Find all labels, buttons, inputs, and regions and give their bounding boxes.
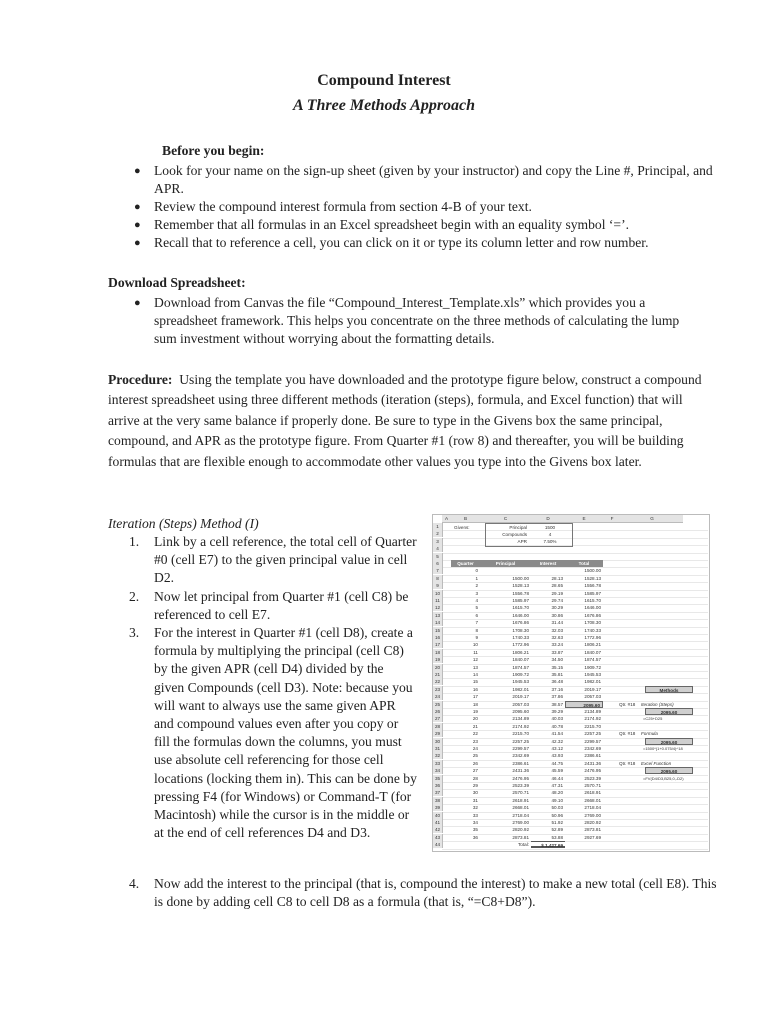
table-cell: 1982.01 (512, 686, 529, 692)
table-cell: 40.03 (551, 716, 563, 722)
table-cell: 1646.00 (512, 612, 529, 618)
row-header: 7 (433, 567, 443, 574)
table-cell: 1708.30 (512, 627, 529, 633)
table-cell (531, 567, 565, 574)
table-cell: 2386.61 (512, 760, 529, 766)
method-formula: =1500*(1+0.075/4)^18 (643, 746, 683, 751)
table-cell: 2618.91 (584, 790, 601, 796)
grid-line (442, 849, 708, 850)
row-header: 15 (433, 627, 443, 634)
table-cell: 36.48 (551, 679, 563, 685)
row-header: 8 (433, 575, 443, 582)
table-cell: 1982.01 (584, 679, 601, 685)
table-cell: 2570.71 (584, 783, 601, 788)
table-cell: 20 (472, 716, 478, 722)
table-cell: 2668.01 (512, 805, 529, 811)
table-cell: 24 (472, 746, 478, 751)
table-cell: 3 (475, 590, 478, 596)
table-cell: 2257.25 (512, 738, 529, 744)
table-cell: 37.86 (551, 694, 563, 700)
row-header: 24 (433, 693, 443, 700)
table-cell: 1500.00 (512, 575, 529, 581)
table-cell: 2618.91 (512, 797, 529, 803)
column-header: D (531, 515, 565, 523)
givens-param-value: 1500 (544, 524, 556, 530)
table-cell: 18 (472, 701, 478, 707)
table-cell: 2342.69 (584, 746, 601, 751)
table-cell: 1874.57 (584, 657, 601, 663)
table-cell: 1500.00 (584, 568, 601, 574)
table-cell: 2057.03 (584, 694, 601, 700)
table-cell: 34 (472, 820, 478, 825)
list-item (129, 875, 719, 911)
table-cell: 1740.33 (584, 627, 601, 633)
row-header: 17 (433, 641, 443, 648)
method-name: Formula (641, 731, 658, 737)
table-header: Total (565, 560, 603, 567)
table-cell: 1528.13 (512, 583, 529, 589)
row-header: 43 (433, 834, 443, 841)
row-header: 12 (433, 604, 443, 611)
procedure-label: Procedure: (108, 372, 173, 387)
row-header: 5 (433, 553, 443, 560)
row-header: 36 (433, 782, 443, 789)
table-cell: 1585.97 (584, 590, 601, 596)
table-cell: 1806.21 (584, 642, 601, 648)
table-cell: 1840.07 (512, 657, 529, 663)
row-header: 2 (433, 530, 443, 537)
givens-param-value: 7.50% (543, 539, 557, 545)
table-cell: 15 (472, 679, 478, 685)
table-cell: 2873.81 (584, 827, 601, 833)
row-header: 38 (433, 797, 443, 804)
table-cell: 35.15 (551, 664, 563, 670)
row-header: 28 (433, 723, 443, 730)
row-header: 41 (433, 819, 443, 826)
table-cell: 1556.78 (512, 590, 529, 596)
before-heading: Before you begin: (162, 143, 265, 158)
table-cell: 13 (472, 664, 478, 670)
row-header: 30 (433, 738, 443, 745)
table-cell: 1585.97 (512, 598, 529, 603)
row-header: 35 (433, 775, 443, 782)
table-cell: 11 (473, 649, 478, 655)
row-header: 31 (433, 745, 443, 752)
table-cell: 1676.86 (584, 612, 601, 618)
row-header: 34 (433, 767, 443, 774)
table-cell: 1772.96 (584, 635, 601, 640)
table-cell: 17 (472, 694, 478, 700)
table-cell: 2134.89 (584, 709, 601, 714)
table-cell: 1676.86 (512, 620, 529, 626)
table-cell: 2 (475, 583, 478, 589)
table-cell: 4 (475, 598, 478, 603)
row-header: 4 (433, 545, 443, 552)
table-cell: 37.16 (551, 686, 563, 692)
table-cell: 39.29 (551, 709, 563, 714)
table-cell: 2431.36 (512, 768, 529, 774)
table-cell: 30.86 (551, 612, 563, 618)
table-cell: 32 (472, 805, 478, 811)
table-cell: 1615.70 (512, 605, 529, 611)
table-cell: 28 (472, 775, 478, 781)
row-header: 29 (433, 730, 443, 737)
table-cell: 32.03 (551, 627, 563, 633)
table-cell: 2820.92 (512, 827, 529, 833)
iteration-heading: Iteration (Steps) Method (I) (108, 516, 259, 531)
method-name: Iteration (Steps) (641, 701, 674, 707)
before-list (134, 162, 714, 252)
table-cell: 1945.53 (512, 679, 529, 685)
table-cell: 29.74 (551, 598, 563, 603)
givens-param-label: APR (517, 539, 527, 545)
table-cell: 31 (472, 797, 478, 803)
grid-line (442, 538, 708, 539)
grid-line (442, 530, 708, 531)
table-cell: 2668.01 (584, 797, 601, 803)
table-cell: 1874.57 (512, 664, 529, 670)
row-header: 10 (433, 590, 443, 597)
grid-line (442, 553, 708, 554)
table-header: Quarter (451, 560, 480, 567)
row-header: 11 (433, 597, 443, 604)
row-header: 32 (433, 752, 443, 759)
method-qtr: Qtr. #18 (619, 760, 636, 766)
row-header: 21 (433, 671, 443, 678)
table-cell: 1556.78 (584, 583, 601, 589)
list-item: ● Download from Canvas the file “Compound_Interest_Template.xls” which provides you a spreadsheet framework. This helps you concentrate on the three methods of calculating the lump sum investment without worrying about the formatting details. (134, 294, 694, 348)
table-cell: 2476.95 (584, 768, 601, 774)
row-header: 9 (433, 582, 443, 589)
grid-line (442, 545, 708, 546)
table-cell: 1615.70 (584, 598, 601, 603)
table-cell: 22 (472, 731, 478, 737)
row-header: 6 (433, 560, 443, 567)
table-cell: 42.32 (551, 738, 563, 744)
table-cell: 2769.00 (512, 820, 529, 825)
column-header: B (451, 515, 480, 523)
step-number: 2. (129, 588, 140, 604)
page-subtitle: A Three Methods Approach (292, 97, 476, 114)
table-cell: 35 (472, 827, 478, 833)
table-cell: 33.87 (551, 649, 563, 655)
step-number: 1. (129, 534, 140, 549)
table-cell: 33 (472, 812, 478, 818)
table-cell: 19 (472, 709, 478, 714)
total-value: $ 1,427.69 (531, 841, 565, 848)
table-cell: 2718.04 (512, 812, 529, 818)
column-header: A (442, 515, 451, 523)
givens-param-value: 4 (548, 531, 552, 537)
table-cell: 43.93 (551, 753, 563, 759)
method-value: 2095.60 (645, 767, 693, 774)
table-cell: 30 (472, 790, 478, 796)
list-item: ● Remember that all formulas in an Excel spreadsheet begin with an equality symbol ‘=’. (134, 216, 714, 234)
list-item (129, 533, 417, 588)
table-cell: 2431.36 (584, 760, 601, 766)
table-cell: 1772.96 (512, 642, 529, 648)
table-cell: 2523.39 (584, 775, 601, 781)
table-cell: 2134.89 (512, 716, 529, 722)
table-cell: 2476.95 (512, 775, 529, 781)
list-item: ● Look for your name on the sign-up sheet (given by your instructor) and copy the Line #, Principal, and APR. (134, 162, 714, 198)
table-cell: 2215.70 (584, 723, 601, 729)
table-cell: 6 (475, 612, 478, 618)
table-cell: 30.29 (551, 605, 563, 611)
table-cell: 35.81 (551, 672, 563, 677)
method-formula: =FV(D4/D3,B25,0,-D2) (643, 775, 684, 781)
table-cell: 1740.33 (512, 635, 529, 640)
column-header: E (565, 515, 603, 523)
table-cell: 2769.00 (584, 812, 601, 818)
method-value: 2095.60 (645, 738, 693, 745)
row-header: 44 (433, 841, 443, 848)
step-text: Now add the interest to the principal (that is, compound the interest) to make a new total (cell E8). This is done by adding cell C8 to cell D8 as a formula (that is, “=C8+D8”). (154, 876, 717, 910)
method-name: Excel Function (641, 760, 672, 766)
table-cell (480, 567, 531, 574)
table-cell: 2386.61 (584, 753, 601, 759)
givens-param-label: Principal (509, 524, 527, 530)
table-cell: 14 (472, 672, 478, 677)
row-header: 27 (433, 715, 443, 722)
table-cell: 49.10 (551, 797, 563, 803)
row-header: 22 (433, 678, 443, 685)
table-cell: 33.24 (551, 642, 563, 648)
row-header: 39 (433, 804, 443, 811)
table-cell: 52.89 (551, 827, 563, 833)
table-cell: 47.31 (551, 783, 563, 788)
method-formula: =C25+D25 (643, 716, 663, 722)
table-cell: 1 (475, 575, 478, 581)
list-item: ● Recall that to reference a cell, you can click on it or type its column letter and row number. (134, 234, 714, 252)
table-cell: 1646.00 (584, 605, 601, 611)
table-cell: 2927.69 (584, 834, 601, 840)
table-cell: 7 (475, 620, 478, 626)
table-cell: 50.96 (551, 812, 563, 818)
table-cell: 2019.17 (584, 686, 601, 692)
givens-label: Givens: (454, 525, 470, 530)
step-text: Now let principal from Quarter #1 (cell C8) be referenced to cell E7. (154, 588, 409, 622)
table-cell: 25 (472, 753, 478, 759)
table-cell: 26 (472, 760, 478, 766)
row-header: 1 (433, 523, 443, 530)
table-cell: 27 (472, 768, 478, 774)
table-cell: 36 (472, 834, 478, 840)
table-cell: 51.92 (551, 820, 563, 825)
method-qtr: Qtr. #18 (619, 701, 636, 707)
table-header: Principal (480, 560, 531, 567)
procedure-text: Using the template you have downloaded and the prototype figure below, construct a compound interest spreadsheet using three different methods (iteration (steps), formula, and Excel function) that will arrive at the very same balance if properly done. Be sure to type in the Givens box the same principal, compound, and APR as the prototype figure. From Quarter #1 (row 8) and thereafter, you will be building formulas that are flexible enough to accommodate other values you type into the Givens box later. (108, 372, 702, 469)
table-cell: 12 (472, 657, 478, 663)
table-cell: 16 (472, 686, 478, 692)
table-cell: 2523.39 (512, 783, 529, 788)
table-cell: 2095.60 (565, 701, 603, 708)
table-cell: 23 (472, 738, 478, 744)
column-header: G (621, 515, 683, 523)
table-cell: 2215.70 (512, 731, 529, 737)
table-cell: 1840.07 (584, 649, 601, 655)
table-cell: 1806.21 (512, 649, 529, 655)
download-list (134, 294, 694, 348)
table-cell: 32.63 (551, 635, 563, 640)
method-qtr: Qtr. #18 (619, 731, 636, 737)
list-item (129, 624, 417, 842)
table-cell: 1909.72 (512, 672, 529, 677)
table-cell: 28.13 (551, 575, 563, 581)
table-cell: 1945.53 (584, 672, 601, 677)
row-header: 20 (433, 664, 443, 671)
table-cell: 0 (475, 568, 478, 574)
table-cell: 2057.03 (512, 701, 529, 707)
step-number: 3. (129, 625, 140, 641)
iteration-steps (129, 533, 417, 842)
table-cell: 44.75 (551, 760, 563, 766)
table-cell: 5 (475, 605, 478, 611)
table-cell: 2257.25 (584, 731, 601, 737)
row-header: 25 (433, 701, 443, 708)
table-cell: 10 (472, 642, 478, 648)
row-header: 33 (433, 760, 443, 767)
table-cell: 2820.92 (584, 820, 601, 825)
iteration-step-4 (129, 875, 719, 911)
step-text: For the interest in Quarter #1 (cell D8), create a formula by multiplying the principal (cell C8) by the given APR (cell D4) divided by the given Compounds (cell D3). Note: because you will want to always use the same given APR and compound values even after you copy or fill the formulas down the columns, you must use absolute cell referencing for those cell locations (locking them in). This can be done by pressing F4 (for Windows) or Command-T (for Macintosh) while the cursor is in the middle or at the end of cell references D4 and D3. (154, 625, 417, 841)
row-header: 16 (433, 634, 443, 641)
total-label: Total: (518, 842, 529, 848)
table-cell: 1708.30 (584, 620, 601, 626)
table-cell: 38.57 (551, 701, 563, 707)
row-header: 26 (433, 708, 443, 715)
table-cell: 9 (475, 635, 478, 640)
table-cell: 50.03 (551, 805, 563, 811)
table-cell: 2299.57 (512, 746, 529, 751)
spreadsheet-figure (432, 514, 710, 852)
row-header: 42 (433, 826, 443, 833)
row-header: 37 (433, 789, 443, 796)
row-header: 19 (433, 656, 443, 663)
table-cell: 1909.72 (584, 664, 601, 670)
page-title: Compound Interest (317, 72, 451, 89)
methods-label: Methods (645, 686, 693, 693)
table-cell: 21 (472, 723, 478, 729)
table-header: Interest (531, 560, 565, 567)
procedure-paragraph (108, 370, 708, 472)
table-cell: 46.44 (551, 775, 563, 781)
download-heading: Download Spreadsheet: (108, 275, 246, 290)
table-cell: 2174.92 (584, 716, 601, 722)
table-cell: 40.78 (551, 723, 563, 729)
list-item: ● Review the compound interest formula from section 4-B of your text. (134, 198, 714, 216)
row-header: 13 (433, 612, 443, 619)
table-cell: 2095.60 (512, 709, 529, 714)
table-cell: 2718.04 (584, 805, 601, 811)
table-cell: 53.88 (551, 834, 563, 840)
table-cell: 34.50 (551, 657, 563, 663)
row-header: 14 (433, 619, 443, 626)
row-header: 18 (433, 649, 443, 656)
table-cell: 31.44 (551, 620, 563, 626)
column-header: C (480, 515, 531, 523)
table-cell: 28.65 (551, 583, 563, 589)
table-cell: 41.54 (551, 731, 563, 737)
table-cell: 2174.92 (512, 723, 529, 729)
method-value: 2095.60 (645, 708, 693, 715)
table-cell: 2342.69 (512, 753, 529, 759)
table-cell: 8 (475, 627, 478, 633)
step-text: Link by a cell reference, the total cell of Quarter #0 (cell E7) to the given principal value in cell D2. (154, 534, 417, 586)
column-header: F (603, 515, 621, 523)
table-cell: 29 (472, 783, 478, 788)
table-cell: 2019.17 (512, 694, 529, 700)
list-item (129, 588, 417, 624)
table-cell: 2570.71 (512, 790, 529, 796)
step-number: 4. (129, 876, 140, 891)
table-cell: 2873.81 (512, 834, 529, 840)
table-cell: 2299.57 (584, 738, 601, 744)
table-cell: 48.20 (551, 790, 563, 796)
table-cell: 29.19 (551, 590, 563, 596)
row-header: 23 (433, 686, 443, 693)
givens-param-label: Compounds (502, 531, 527, 537)
table-cell: 45.59 (551, 768, 563, 774)
table-cell: 43.12 (551, 746, 563, 751)
row-header: 40 (433, 812, 443, 819)
table-cell: 1528.13 (584, 575, 601, 581)
row-header: 3 (433, 538, 443, 545)
